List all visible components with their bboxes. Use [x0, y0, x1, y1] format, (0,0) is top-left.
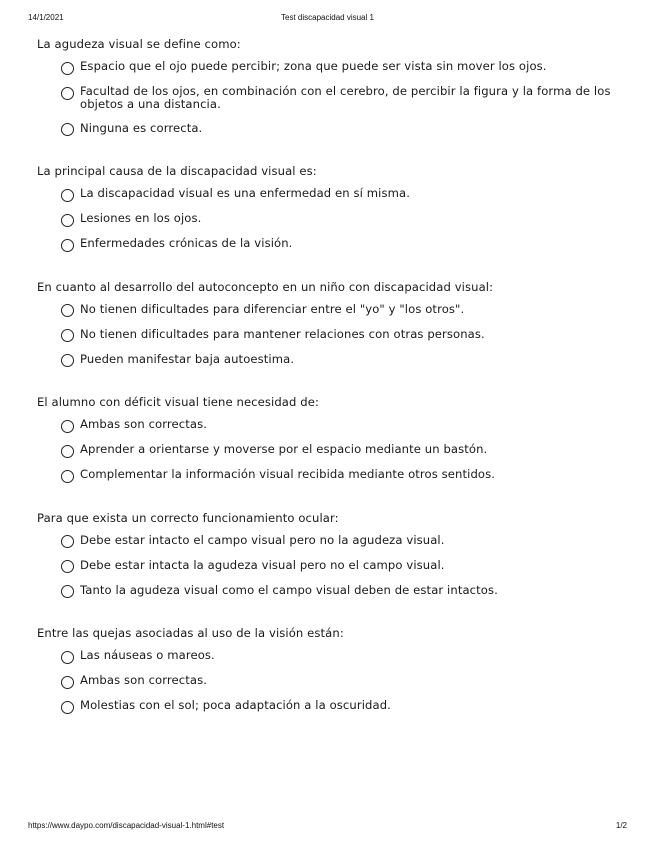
- question-text: Entre las quejas asociadas al uso de la visión están:: [37, 626, 344, 640]
- print-header: [28, 13, 627, 25]
- quiz-content: [37, 37, 617, 742]
- radio-circle-icon[interactable]: [61, 651, 74, 664]
- radio-circle-icon[interactable]: [61, 214, 74, 227]
- answer-label: No tienen dificultades para mantener relaciones con otras personas.: [80, 326, 485, 341]
- question-5: [37, 511, 617, 599]
- radio-circle-icon[interactable]: [61, 701, 74, 714]
- answer-option[interactable]: [61, 328, 617, 343]
- answer-option[interactable]: [61, 212, 617, 227]
- radio-circle-icon[interactable]: [61, 535, 74, 548]
- answer-option[interactable]: [61, 699, 617, 714]
- answer-label: Complementar la información visual recibida mediante otros sentidos.: [80, 467, 496, 481]
- radio-circle-icon[interactable]: [61, 445, 74, 458]
- answer-label: Ninguna es correcta.: [80, 120, 203, 135]
- answer-label: Ambas son correctas.: [80, 417, 208, 431]
- radio-circle-icon[interactable]: [61, 585, 74, 598]
- question-text: La principal causa de la discapacidad visual es:: [37, 164, 317, 178]
- question-2: [37, 164, 617, 252]
- answer-label: La discapacidad visual es una enfermedad en sí misma.: [80, 186, 410, 200]
- print-url: https://www.daypo.com/discapacidad-visual-1.html#test: [28, 821, 225, 830]
- radio-circle-icon[interactable]: [61, 329, 74, 342]
- question-6: [37, 626, 617, 714]
- answer-label: Las náuseas o mareos.: [80, 648, 215, 662]
- answer-label: Pueden manifestar baja autoestima.: [80, 351, 295, 366]
- answer-label: Debe estar intacto el campo visual pero no la agudeza visual.: [80, 532, 445, 547]
- answer-option[interactable]: [61, 674, 617, 689]
- question-1: [37, 37, 617, 136]
- print-title: Test discapacidad visual 1: [281, 13, 374, 22]
- answer-label: Ambas son correctas.: [80, 673, 208, 687]
- radio-circle-icon[interactable]: [61, 62, 74, 75]
- question-4: [37, 395, 617, 483]
- print-footer: [28, 821, 627, 833]
- answer-option[interactable]: [61, 468, 617, 483]
- radio-circle-icon[interactable]: [61, 123, 74, 136]
- question-text: La agudeza visual se define como:: [37, 37, 241, 51]
- answer-option[interactable]: [61, 303, 617, 318]
- question-3: [37, 280, 617, 368]
- answer-label: Enfermedades crónicas de la visión.: [80, 236, 293, 250]
- radio-circle-icon[interactable]: [61, 239, 74, 252]
- question-text: El alumno con déficit visual tiene necesidad de:: [37, 395, 319, 409]
- question-text: Para que exista un correcto funcionamiento ocular:: [37, 510, 339, 525]
- answer-option[interactable]: [61, 187, 617, 202]
- page-number: 1/2: [615, 821, 627, 830]
- answer-label: No tienen dificultades para diferenciar entre el "yo" y "los otros".: [80, 301, 465, 316]
- answer-label: Espacio que el ojo puede percibir; zona que puede ser vista sin mover los ojos.: [80, 59, 547, 73]
- answer-option[interactable]: [61, 60, 617, 75]
- answer-label: Molestias con el sol; poca adaptación a la oscuridad.: [80, 698, 391, 712]
- answer-option[interactable]: [61, 237, 617, 252]
- answer-option[interactable]: [61, 85, 617, 111]
- radio-circle-icon[interactable]: [61, 189, 74, 202]
- radio-circle-icon[interactable]: [61, 470, 74, 483]
- answer-label: Lesiones en los ojos.: [80, 211, 202, 225]
- answer-label: Facultad de los ojos, en combinación con el cerebro, de percibir la figura y la forma de los objetos a una distancia.: [80, 84, 611, 111]
- radio-circle-icon[interactable]: [61, 420, 74, 433]
- radio-circle-icon[interactable]: [61, 676, 74, 689]
- answer-option[interactable]: [61, 649, 617, 664]
- answer-option[interactable]: [61, 418, 617, 433]
- radio-circle-icon[interactable]: [61, 87, 74, 100]
- radio-circle-icon[interactable]: [61, 354, 74, 367]
- answer-option[interactable]: [61, 443, 617, 458]
- print-date: 14/1/2021: [28, 13, 64, 22]
- answer-label: Tanto la agudeza visual como el campo visual deben de estar intactos.: [80, 582, 498, 597]
- radio-circle-icon[interactable]: [61, 560, 74, 573]
- radio-circle-icon[interactable]: [61, 304, 74, 317]
- answer-option[interactable]: [61, 584, 617, 599]
- answer-option[interactable]: [61, 559, 617, 574]
- answer-option[interactable]: [61, 122, 617, 137]
- answer-label: Aprender a orientarse y moverse por el espacio mediante un bastón.: [80, 442, 488, 456]
- answer-option[interactable]: [61, 534, 617, 549]
- question-text: En cuanto al desarrollo del autoconcepto en un niño con discapacidad visual:: [37, 279, 494, 294]
- answer-option[interactable]: [61, 353, 617, 368]
- answer-label: Debe estar intacta la agudeza visual pero no el campo visual.: [80, 557, 445, 572]
